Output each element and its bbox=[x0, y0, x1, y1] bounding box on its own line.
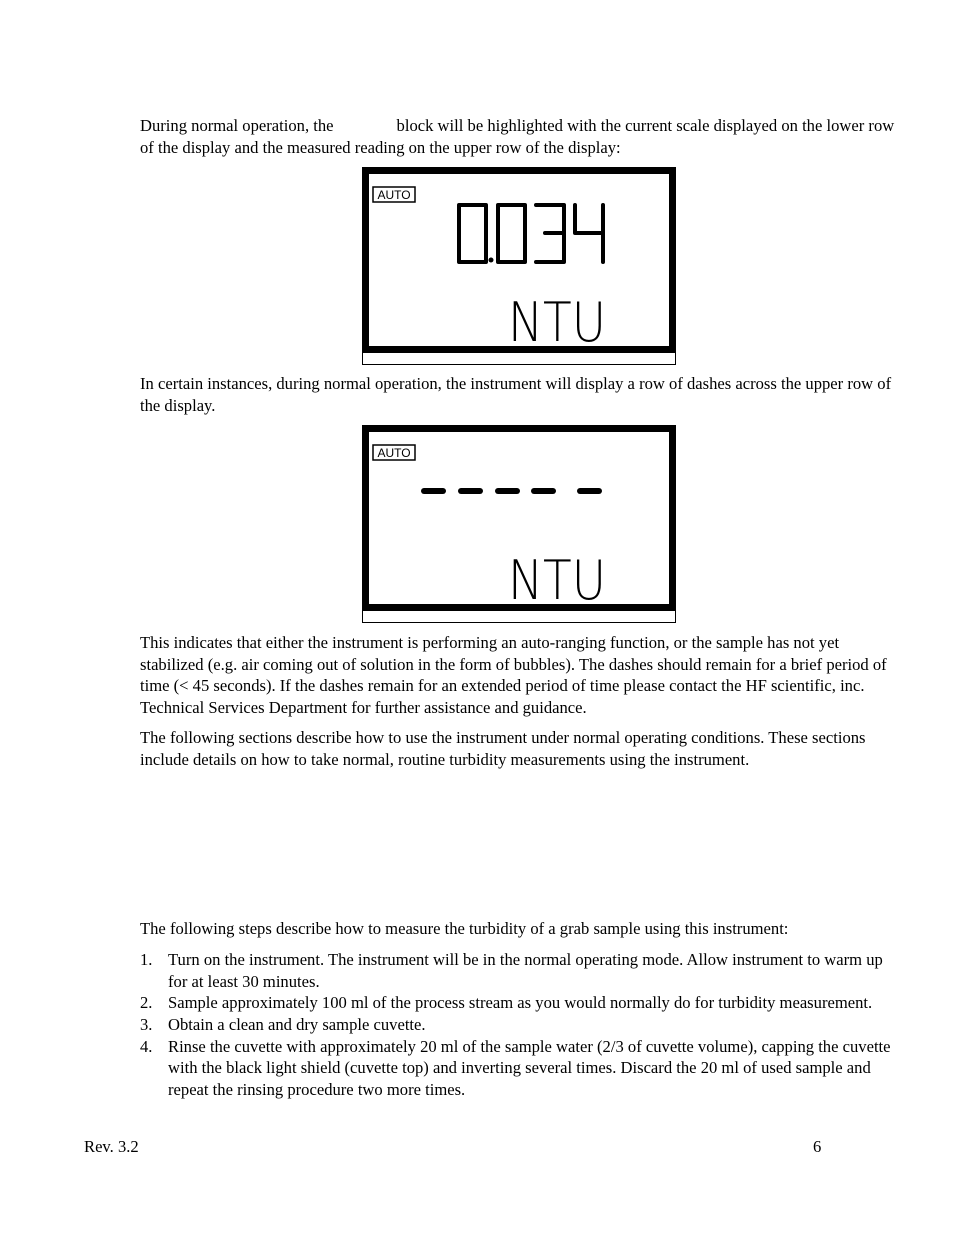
step-number: 1. bbox=[140, 950, 153, 969]
step-text: Sample approximately 100 ml of the process stream as you would normally do for turbidity measurement. bbox=[168, 993, 873, 1013]
step-number: 4. bbox=[140, 1036, 153, 1056]
step-number: 2. bbox=[140, 993, 153, 1013]
page-number: 6 bbox=[813, 1137, 822, 1156]
steps-intro-paragraph: The following steps describe how to measure the turbidity of a grab sample using this instrument: bbox=[140, 919, 789, 938]
lcd-display-dashes-svg bbox=[362, 425, 676, 623]
auto-badge: AUTO bbox=[377, 188, 411, 202]
dashes-intro-paragraph: In certain instances, during normal operation, the instrument will display a row of dashes across the upper row of the display. bbox=[140, 374, 892, 415]
lcd-unit-2: NTU bbox=[508, 549, 606, 612]
sections-intro-paragraph: The following sections describe how to use the instrument under normal operating conditions. These sections include details on how to take normal, routine turbidity measurements using the instrument. bbox=[140, 728, 866, 769]
auto-badge-2: AUTO bbox=[377, 446, 411, 460]
lcd-display-dashes bbox=[362, 425, 676, 623]
step-text: Rinse the cuvette with approximately 20 ml of the sample water (2/3 of cuvette volume), capping the cuvette with the black light shield (cuvette top) and inverting several times. Discard the 20 ml of used sample and repeat the rinsing procedure two more times. bbox=[168, 1036, 891, 1099]
list-item bbox=[140, 949, 902, 992]
lcd-display-reading-svg bbox=[362, 167, 676, 365]
step-number: 3. bbox=[140, 1015, 153, 1035]
intro-text-after: block will be highlighted with the current scale displayed on the lower row of the display and the measured reading on the upper row of the display: bbox=[140, 116, 895, 157]
dashes-explanation-paragraph: This indicates that either the instrument is performing an auto-ranging function, or the sample has not yet stabilized (e.g. air coming out of solution in the form of bubbles). The dashes should remain for a brief period of time (< 45 seconds). If the dashes remain for an extended period of time please contact the HF scientific, inc. Technical Services Department for further assistance and guidance. bbox=[140, 633, 887, 717]
intro-text-before: During normal operation, the bbox=[140, 116, 334, 135]
lcd-display-reading bbox=[362, 167, 676, 365]
step-text: Turn on the instrument. The instrument will be in the normal operating mode. Allow instrument to warm up for at least 30 minutes. bbox=[168, 950, 883, 991]
lcd-unit: NTU bbox=[508, 291, 606, 354]
intro-paragraph bbox=[140, 115, 900, 158]
step-text: Obtain a clean and dry sample cuvette. bbox=[168, 1015, 426, 1035]
list-item bbox=[140, 1014, 902, 1036]
list-item bbox=[140, 992, 902, 1014]
steps-list bbox=[140, 949, 902, 1101]
list-item bbox=[140, 1036, 902, 1101]
footer-revision: Rev. 3.2 bbox=[84, 1137, 139, 1156]
lcd-decimal-point bbox=[489, 258, 494, 263]
